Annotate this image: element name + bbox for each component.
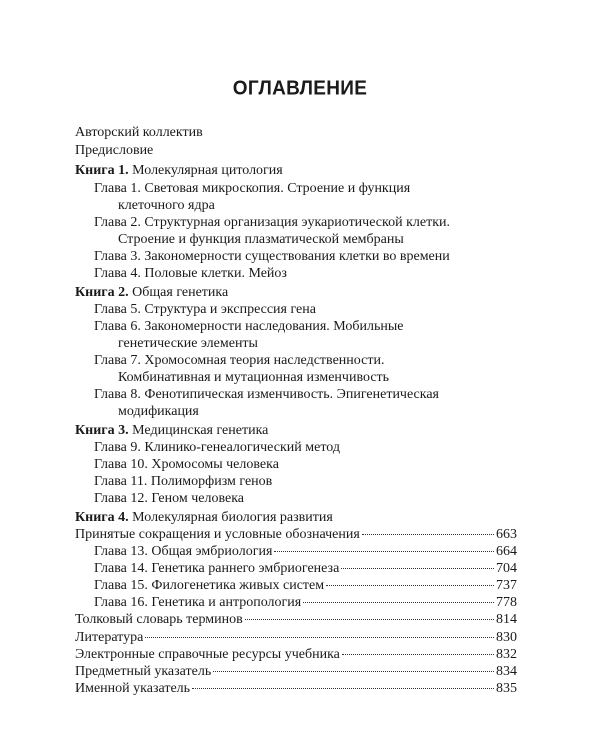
toc-entry-label: Литература (75, 630, 144, 645)
page-number: 737 (496, 578, 517, 593)
toc-entry-label: Глава 13. Общая эмбриология (94, 544, 273, 559)
book-title: Медицинская генетика (132, 423, 269, 438)
page-number: 778 (496, 595, 517, 610)
book-label: Книга 3. (75, 423, 129, 438)
toc-entry (75, 646, 517, 663)
page-number: 832 (496, 647, 517, 662)
dot-leader (192, 688, 494, 689)
toc-entry-label: Глава 16. Генетика и антропология (94, 595, 302, 610)
dot-leader (145, 637, 494, 638)
chapter-line: Глава 5. Структура и экспрессия гена (94, 302, 316, 317)
dot-leader (342, 654, 494, 655)
chapter-line: Глава 8. Фенотипическая изменчивость. Эпигенетическая (94, 387, 439, 402)
toc-entry-label: Именной указатель (75, 681, 191, 696)
book-heading (75, 509, 333, 526)
dot-leader (213, 671, 494, 672)
book-heading (75, 162, 283, 179)
page-title: ОГЛАВЛЕНИЕ (232, 77, 368, 100)
chapter-line: Глава 3. Закономерности существования клетки во времени (94, 249, 450, 264)
book-heading (75, 422, 268, 439)
toc-entry-label: Предметный указатель (75, 664, 212, 679)
page-number: 704 (496, 561, 517, 576)
page-number: 835 (496, 681, 517, 696)
chapter-line-cont: клеточного ядра (118, 198, 215, 213)
book-title: Общая генетика (132, 285, 229, 300)
dot-leader (326, 585, 494, 586)
chapter-line: Глава 4. Половые клетки. Мейоз (94, 266, 287, 281)
page-number: 830 (496, 630, 517, 645)
page-number: 814 (496, 612, 517, 627)
page-number: 663 (496, 527, 517, 542)
chapter-line: Глава 10. Хромосомы человека (94, 457, 279, 472)
book-title: Молекулярная биология развития (132, 510, 333, 525)
toc-entry (94, 543, 517, 560)
toc-entry-label: Принятые сокращения и условные обозначения (75, 527, 360, 542)
chapter-line-cont: модификация (118, 404, 199, 419)
chapter-line: Глава 2. Структурная организация эукариотической клетки. (94, 215, 450, 230)
toc-entry-label: Толковый словарь терминов (75, 612, 243, 627)
chapter-line: Глава 12. Геном человека (94, 491, 244, 506)
book-label: Книга 2. (75, 285, 129, 300)
toc-entry-label: Электронные справочные ресурсы учебника (75, 647, 340, 662)
dot-leader (303, 602, 494, 603)
dot-leader (274, 551, 494, 552)
book-heading (75, 284, 228, 301)
toc-entry-authors: Авторский коллектив (75, 125, 203, 140)
chapter-line: Глава 9. Клинико-генеалогический метод (94, 440, 340, 455)
book-title: Молекулярная цитология (132, 163, 283, 178)
toc-entry-preface: Предисловие (75, 143, 154, 158)
toc-entry (94, 594, 517, 611)
chapter-line-cont: Комбинативная и мутационная изменчивость (118, 370, 390, 385)
chapter-line-cont: Строение и функция плазматической мембраны (118, 232, 404, 247)
toc-entry (94, 560, 517, 577)
dot-leader (362, 534, 494, 535)
toc-entry (75, 526, 517, 543)
book-label: Книга 1. (75, 163, 129, 178)
page-number: 664 (496, 544, 517, 559)
toc-entry (75, 663, 517, 680)
chapter-line: Глава 11. Полиморфизм генов (94, 474, 273, 489)
dot-leader (245, 619, 494, 620)
dot-leader (341, 568, 494, 569)
toc-entry (75, 629, 517, 646)
toc-entry (75, 680, 517, 697)
book-label: Книга 4. (75, 510, 129, 525)
toc-entry (94, 577, 517, 594)
toc-entry (75, 611, 517, 628)
chapter-line-cont: генетические элементы (118, 336, 258, 351)
toc-entry-label: Глава 14. Генетика раннего эмбриогенеза (94, 561, 340, 576)
page-number: 834 (496, 664, 517, 679)
chapter-line: Глава 7. Хромосомная теория наследственности. (94, 353, 385, 368)
chapter-line: Глава 1. Световая микроскопия. Строение и функция (94, 181, 411, 196)
chapter-line: Глава 6. Закономерности наследования. Мобильные (94, 319, 404, 334)
toc-entry-label: Глава 15. Филогенетика живых систем (94, 578, 325, 593)
